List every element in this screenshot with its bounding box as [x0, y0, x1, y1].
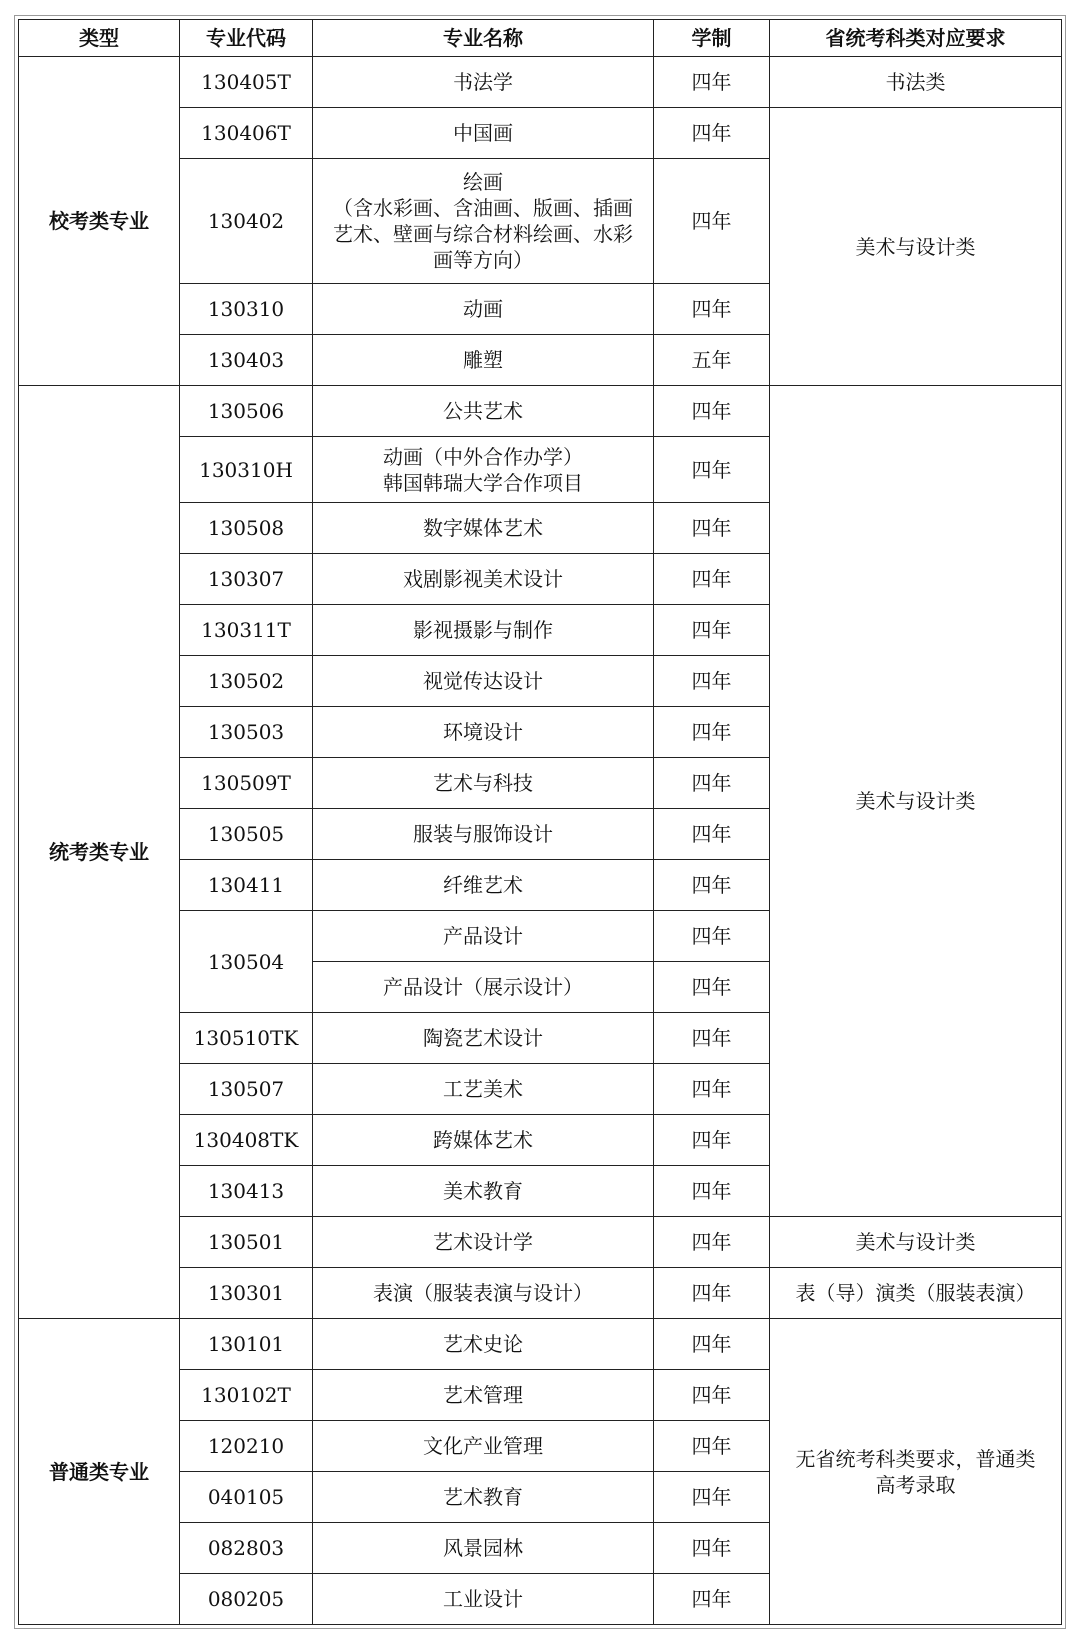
major-length: 四年: [654, 758, 770, 809]
major-name: 风景园林: [313, 1523, 654, 1574]
major-length: 四年: [654, 707, 770, 758]
requirement-cell: 美术与设计类: [770, 386, 1062, 1217]
major-length: 四年: [654, 809, 770, 860]
major-code: 130403: [180, 335, 313, 386]
major-name: 艺术史论: [313, 1319, 654, 1370]
requirement-cell: 美术与设计类: [770, 108, 1062, 386]
major-name: 书法学: [313, 57, 654, 108]
major-code: 130508: [180, 503, 313, 554]
major-code: 130504: [180, 911, 313, 1013]
major-code: 120210: [180, 1421, 313, 1472]
major-length: 四年: [654, 1115, 770, 1166]
table-row: [19, 386, 1062, 437]
major-code: 130310H: [180, 437, 313, 503]
major-name: 陶瓷艺术设计: [313, 1013, 654, 1064]
header-length: 学制: [654, 20, 770, 57]
requirement-line: 无省统考科类要求，普通类: [795, 1446, 1036, 1471]
major-length: 四年: [654, 1370, 770, 1421]
major-name: 服装与服饰设计: [313, 809, 654, 860]
major-name: 工艺美术: [313, 1064, 654, 1115]
major-length: 四年: [654, 159, 770, 284]
major-length: 四年: [654, 605, 770, 656]
major-code: 040105: [180, 1472, 313, 1523]
major-code: 130311T: [180, 605, 313, 656]
major-length: 五年: [654, 335, 770, 386]
major-length: 四年: [654, 1166, 770, 1217]
major-name-line: 绘画: [463, 170, 503, 194]
major-code: 080205: [180, 1574, 313, 1625]
major-name: 中国画: [313, 108, 654, 159]
major-code: 130506: [180, 386, 313, 437]
major-code: 130102T: [180, 1370, 313, 1421]
major-length: 四年: [654, 108, 770, 159]
major-name: 跨媒体艺术: [313, 1115, 654, 1166]
major-code: 130406T: [180, 108, 313, 159]
major-name: 艺术与科技: [313, 758, 654, 809]
major-length: 四年: [654, 962, 770, 1013]
major-code: 130507: [180, 1064, 313, 1115]
major-name: 戏剧影视美术设计: [313, 554, 654, 605]
major-name-line: （含水彩画、含油画、版画、插画: [333, 196, 633, 220]
major-name: 雕塑: [313, 335, 654, 386]
major-length: 四年: [654, 656, 770, 707]
requirement-cell: [770, 1319, 1062, 1625]
major-name: 环境设计: [313, 707, 654, 758]
group-type-school: 校考类专业: [19, 57, 180, 386]
major-code: 130501: [180, 1217, 313, 1268]
major-name-line: 画等方向）: [433, 248, 533, 272]
major-name: 纤维艺术: [313, 860, 654, 911]
major-name: 影视摄影与制作: [313, 605, 654, 656]
major-code: 130310: [180, 284, 313, 335]
major-length: 四年: [654, 284, 770, 335]
major-length: 四年: [654, 1064, 770, 1115]
major-name-line: 动画（中外合作办学）: [383, 444, 583, 469]
major-length: 四年: [654, 911, 770, 962]
major-code: 130402: [180, 159, 313, 284]
major-name-line: 艺术、壁画与综合材料绘画、水彩: [333, 222, 633, 246]
major-length: 四年: [654, 860, 770, 911]
major-code: 130405T: [180, 57, 313, 108]
major-length: 四年: [654, 386, 770, 437]
major-code: 130413: [180, 1166, 313, 1217]
major-code: 130101: [180, 1319, 313, 1370]
requirement-cell: 美术与设计类: [770, 1217, 1062, 1268]
major-name: 数字媒体艺术: [313, 503, 654, 554]
major-name: [313, 159, 654, 284]
major-name: 产品设计（展示设计）: [313, 962, 654, 1013]
major-length: 四年: [654, 57, 770, 108]
header-type: 类型: [19, 20, 180, 57]
majors-table: [18, 19, 1062, 1625]
major-code: 130509T: [180, 758, 313, 809]
table-row: [19, 1319, 1062, 1370]
major-length: 四年: [654, 1013, 770, 1064]
group-type-general: 普通类专业: [19, 1319, 180, 1625]
header-code: 专业代码: [180, 20, 313, 57]
header-requirement: 省统考科类对应要求: [770, 20, 1062, 57]
major-name: 产品设计: [313, 911, 654, 962]
major-name: 文化产业管理: [313, 1421, 654, 1472]
major-name: 动画: [313, 284, 654, 335]
major-length: 四年: [654, 437, 770, 503]
major-name: 表演（服装表演与设计）: [313, 1268, 654, 1319]
major-code: 130307: [180, 554, 313, 605]
major-name: 公共艺术: [313, 386, 654, 437]
major-code: 130505: [180, 809, 313, 860]
major-length: 四年: [654, 1319, 770, 1370]
major-length: 四年: [654, 1421, 770, 1472]
group-type-unified: 统考类专业: [19, 386, 180, 1319]
major-code: 130502: [180, 656, 313, 707]
majors-table-frame: [14, 15, 1066, 1629]
requirement-line: 高考录取: [875, 1472, 956, 1497]
major-code: 130411: [180, 860, 313, 911]
major-name: [313, 437, 654, 503]
major-name: 工业设计: [313, 1574, 654, 1625]
major-code: 130301: [180, 1268, 313, 1319]
major-name: 美术教育: [313, 1166, 654, 1217]
major-code: 130503: [180, 707, 313, 758]
table-row: [19, 57, 1062, 108]
major-name: 艺术管理: [313, 1370, 654, 1421]
major-length: 四年: [654, 1574, 770, 1625]
requirement-cell: 书法类: [770, 57, 1062, 108]
major-code: 082803: [180, 1523, 313, 1574]
major-name-line: 韩国韩瑞大学合作项目: [383, 470, 583, 495]
major-length: 四年: [654, 1217, 770, 1268]
major-length: 四年: [654, 1268, 770, 1319]
major-code: 130510TK: [180, 1013, 313, 1064]
header-row: [19, 20, 1062, 57]
major-name: 艺术教育: [313, 1472, 654, 1523]
header-name: 专业名称: [313, 20, 654, 57]
major-length: 四年: [654, 1523, 770, 1574]
requirement-cell: 表（导）演类（服装表演）: [770, 1268, 1062, 1319]
major-length: 四年: [654, 503, 770, 554]
major-name: 视觉传达设计: [313, 656, 654, 707]
major-name: 艺术设计学: [313, 1217, 654, 1268]
major-code: 130408TK: [180, 1115, 313, 1166]
major-length: 四年: [654, 554, 770, 605]
major-length: 四年: [654, 1472, 770, 1523]
